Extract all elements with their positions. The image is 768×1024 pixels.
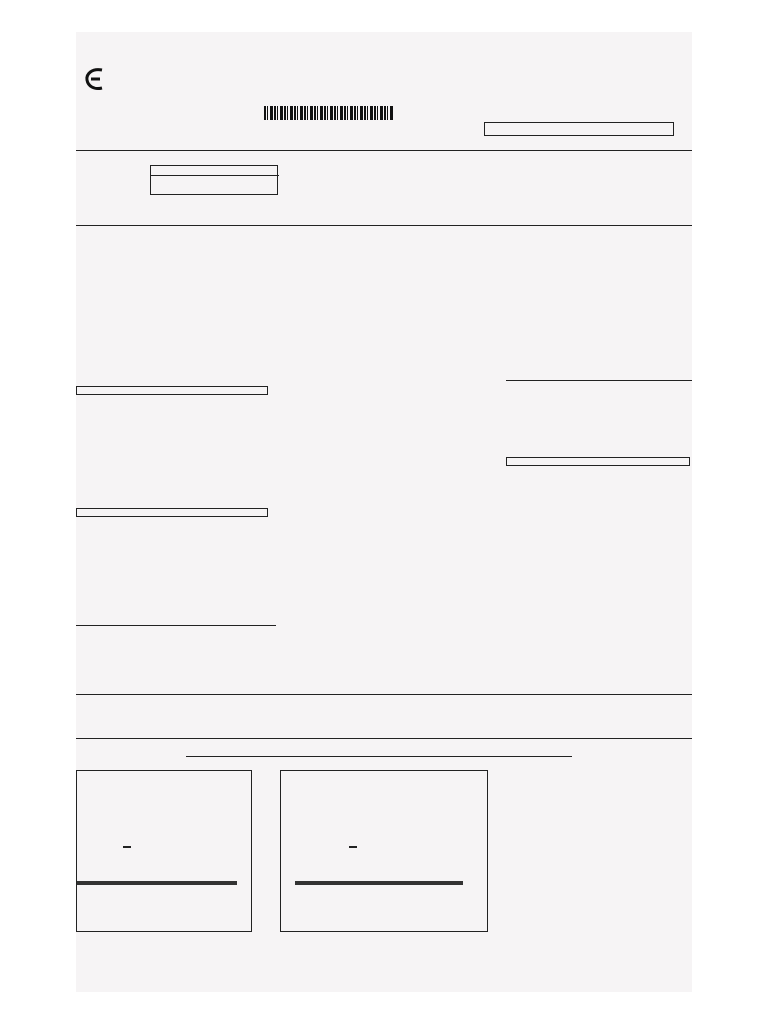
total-box: [484, 122, 674, 136]
logo-mark-icon: [84, 66, 106, 92]
fire-total-label: [78, 884, 158, 885]
fire-concept-table: [77, 881, 237, 885]
privacy-divider: [151, 175, 279, 176]
banner-underline: [186, 756, 572, 757]
garbage-total-value: [379, 884, 463, 885]
garbage-privacy: [349, 846, 357, 848]
meter-info: [76, 230, 132, 251]
invoice-page: [76, 32, 692, 992]
financing-row: [76, 508, 268, 517]
payment-rule: [76, 625, 276, 626]
fire-tribute-box: [76, 770, 252, 932]
garbage-total-label: [296, 884, 380, 885]
fire-total-value: [157, 884, 237, 885]
pending-row: [76, 386, 268, 395]
consumer-rule: [76, 150, 692, 151]
garbage-concept-table: [295, 881, 463, 885]
summary-rule: [506, 380, 692, 381]
company-logo: [84, 66, 236, 94]
privacy-box: [150, 165, 278, 195]
third-party-rule: [76, 738, 692, 739]
company-info: [254, 54, 444, 58]
fire-privacy: [123, 846, 131, 848]
service-info-rule: [76, 225, 692, 226]
billing-period: [272, 237, 366, 251]
summary-total-row: [506, 457, 690, 466]
garbage-tribute-box: [280, 770, 488, 932]
messages-rule: [76, 694, 692, 695]
barcode: [264, 106, 394, 120]
demand-chart: [284, 460, 474, 544]
